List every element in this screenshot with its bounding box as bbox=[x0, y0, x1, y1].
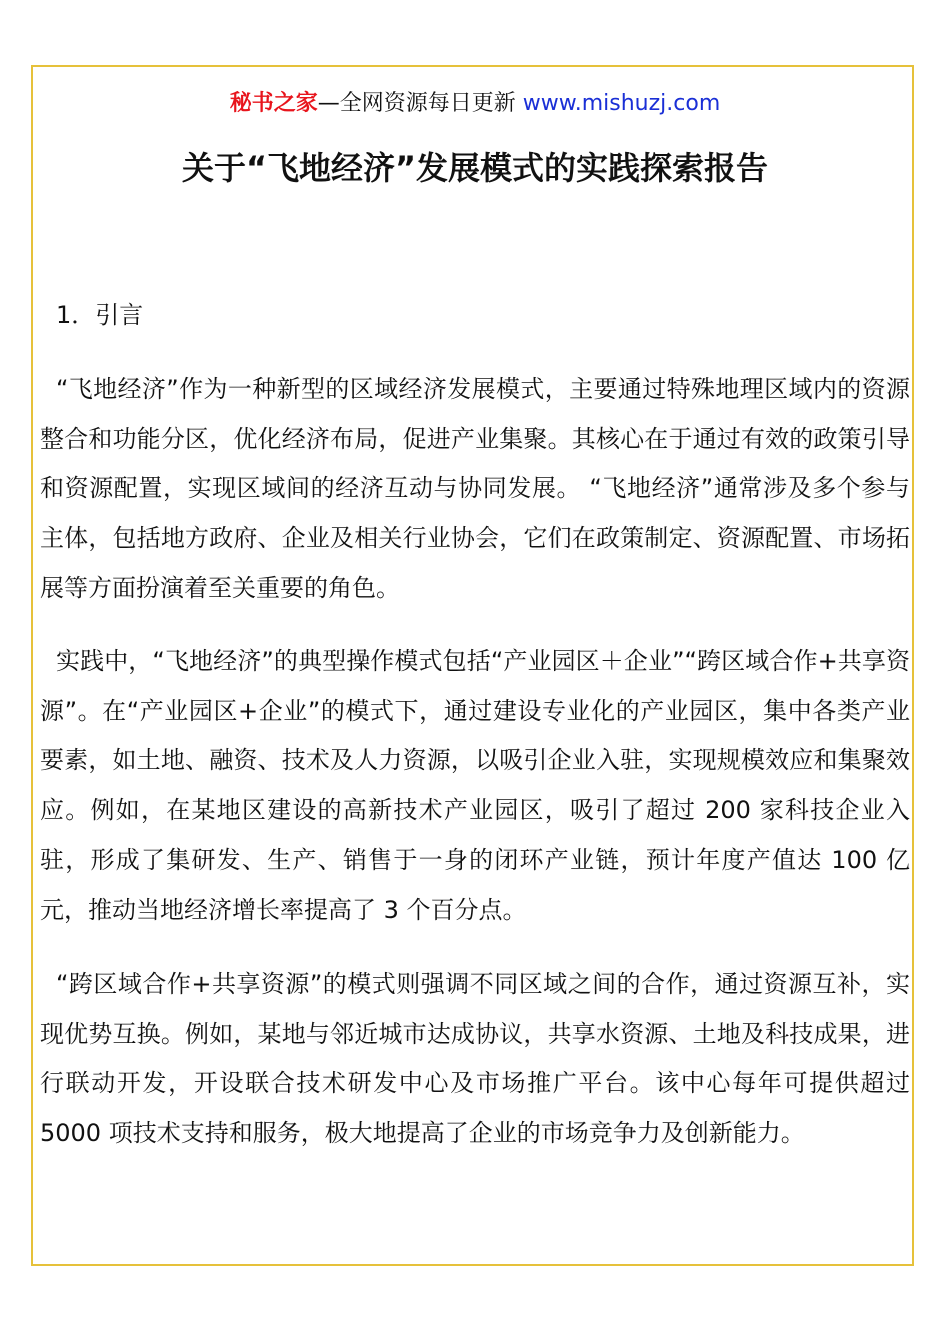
header-tagline: —全网资源每日更新 bbox=[317, 91, 516, 116]
brand-name: 秘书之家 bbox=[229, 91, 318, 116]
body-paragraph-2: 实践中，“飞地经济”的典型操作模式包括“产业园区＋企业”“跨区域合作+共享资源”。在“产业园区+企业”的模式下，通过建设专业化的产业园区，集中各类产业要素，如土地、融资、技术及人力资源，以吸引企业入驻，实现规模效应和集聚效应。例如，在某地区建设的高新技术产业园区，吸引了超过 200 家科技企业入驻，形成了集研发、生产、销售于一身的闭环产业链，预计年度产值达 100 亿元，推动当地经济增长率提高了 3 个百分点。 bbox=[40, 647, 910, 924]
body-paragraph-1: “飞地经济”作为一种新型的区域经济发展模式，主要通过特殊地理区域内的资源整合和功能分区，优化经济布局，促进产业集聚。其核心在于通过有效的政策引导和资源配置，实现区域间的经济互动与协同发展。 “飞地经济”通常涉及多个参与主体，包括地方政府、企业及相关行业协会，它们在政策制定、资源配置、市场拓展等方面扮演着至关重要的角色。 bbox=[40, 375, 910, 602]
document-title: 关于“飞地经济”发展模式的实践探索报告 bbox=[181, 149, 769, 187]
site-header bbox=[0, 88, 950, 120]
site-url-link[interactable]: www.mishuzj.com bbox=[522, 91, 721, 116]
section-heading: 1．引言 bbox=[56, 301, 144, 329]
body-paragraph-3: “跨区域合作+共享资源”的模式则强调不同区域之间的合作，通过资源互补，实现优势互换。例如，某地与邻近城市达成协议，共享水资源、土地及科技成果，进行联动开发，开设联合技术研发中心及市场推广平台。该中心每年可提供超过 5000 项技术支持和服务，极大地提高了企业的市场竞争力及创新能力。 bbox=[40, 970, 910, 1148]
